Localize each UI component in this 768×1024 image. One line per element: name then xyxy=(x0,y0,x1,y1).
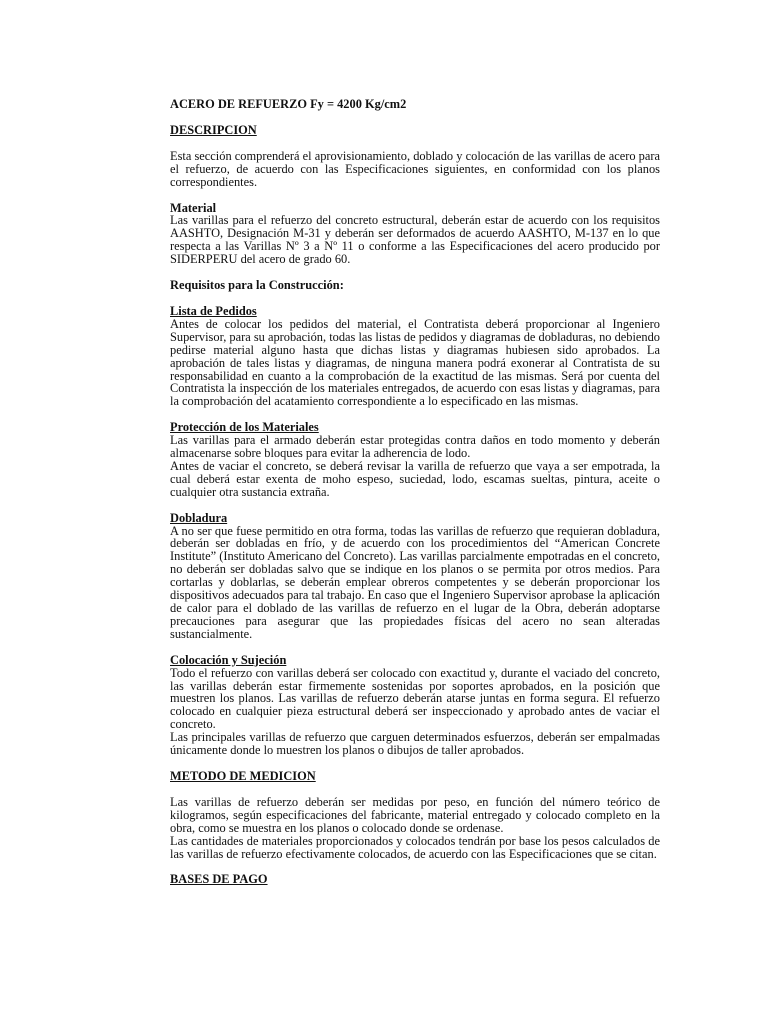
colocacion-paragraph-2: Las principales varillas de refuerzo que carguen determinados esfuerzos, deberán ser empalmadas únicamente donde lo muestren los planos o dibujos de taller aprobados. xyxy=(170,730,660,758)
descripcion-heading: DESCRIPCION xyxy=(170,122,257,137)
bases-heading: BASES DE PAGO xyxy=(170,872,268,887)
dobladura-paragraph: A no ser que fuese permitido en otra forma, todas las varillas de refuerzo que requieran dobladura, deberán ser dobladas en frío, y de acuerdo con los procedimientos del “American Concrete Institute” (Instituto Americano del Concreto). Las varillas parcialmente empotradas en el concreto, no deberán ser dobladas salvo que se indique en los planos o se permita por otros medios. Para cortarlas y doblarlas, se deberán emplear obreros competentes y se deberán proporcionar los dispositivos adecuados para tal trabajo. En caso que el Ingeniero Supervisor aprobase la aplicación de calor para el doblado de las varillas de refuerzo en el lugar de la Obra, deberán adoptarse precauciones para asegurar que las propiedades físicas del acero no sean alteradas sustancialmente. xyxy=(170,523,660,641)
lista-pedidos-heading: Lista de Pedidos xyxy=(170,303,257,318)
metodo-heading: METODO DE MEDICION xyxy=(170,768,316,783)
document-body xyxy=(170,98,660,886)
metodo-paragraph-2: Las cantidades de materiales proporcionados y colocados tendrán por base los pesos calculados de las varillas de refuerzo efectivamente colocados, de acuerdo con las Especificaciones que se citan. xyxy=(170,833,660,861)
document-title: ACERO DE REFUERZO Fy = 4200 Kg/cm2 xyxy=(170,97,407,111)
proteccion-paragraph-2: Antes de vaciar el concreto, se deberá revisar la varilla de refuerzo que vaya a ser empotrada, la cual deberá estar exenta de moho espeso, suciedad, lodo, escamas sueltas, pintura, aceite o cualquier otra sustancia extraña. xyxy=(170,458,660,499)
lista-pedidos-paragraph: Antes de colocar los pedidos del material, el Contratista deberá proporcionar al Ingeniero Supervisor, para su aprobación, todas las listas de pedidos y diagramas de dobladuras, no debiendo pedirse material alguno hasta que dichas listas y diagramas hubiesen sido aprobados. La aprobación de tales listas y diagramas, de ninguna manera podrá exonerar al Contratista de su responsabilidad en cuanto a la comprobación de la exactitud de las mismas. Será por cuenta del Contratista la inspección de los materiales entregados, de acuerdo con esas listas y diagramas, para la comprobación del acatamiento correspondiente a lo especificado en las mismas. xyxy=(170,316,660,409)
material-heading: Material xyxy=(170,200,217,215)
dobladura-heading: Dobladura xyxy=(170,510,228,525)
colocacion-heading: Colocación y Sujeción xyxy=(170,652,287,667)
colocacion-paragraph-1: Todo el refuerzo con varillas deberá ser colocado con exactitud y, durante el vaciado del concreto, las varillas deberán estar firmemente sostenidas por soportes aprobados, en la posición que muestren los planos. Las varillas de refuerzo deberán atarse juntas en forma segura. El refuerzo colocado en cualquier pieza estructural deberá ser inspeccionado y aprobado antes de vaciar el concreto. xyxy=(170,665,660,732)
proteccion-heading: Protección de los Materiales xyxy=(170,420,319,435)
requisitos-heading: Requisitos para la Construcción: xyxy=(170,278,344,293)
metodo-paragraph-1: Las varillas de refuerzo deberán ser medidas por peso, en función del número teórico de kilogramos, según especificaciones del fabricante, material entregado y colocado completo en la obra, como se muestra en los planos o colocado donde se ordenase. xyxy=(170,794,660,835)
material-paragraph: Las varillas para el refuerzo del concreto estructural, deberán estar de acuerdo con los requisitos AASHTO, Designación M-31 y deberán ser deformados de acuerdo AASHTO, M-137 en lo que respecta a las Varillas Nº 3 a Nº 11 o conforme a las Especificaciones del acero producido por SIDERPERU del acero de grado 60. xyxy=(170,213,660,267)
descripcion-paragraph: Esta sección comprenderá el aprovisionamiento, doblado y colocación de las varillas de acero para el refuerzo, de acuerdo con las Especificaciones siguientes, en conformidad con los planos correspondientes. xyxy=(170,148,660,189)
proteccion-paragraph-1: Las varillas para el armado deberán estar protegidas contra daños en todo momento y deberán almacenarse sobre bloques para evitar la adherencia de lodo. xyxy=(170,433,660,461)
